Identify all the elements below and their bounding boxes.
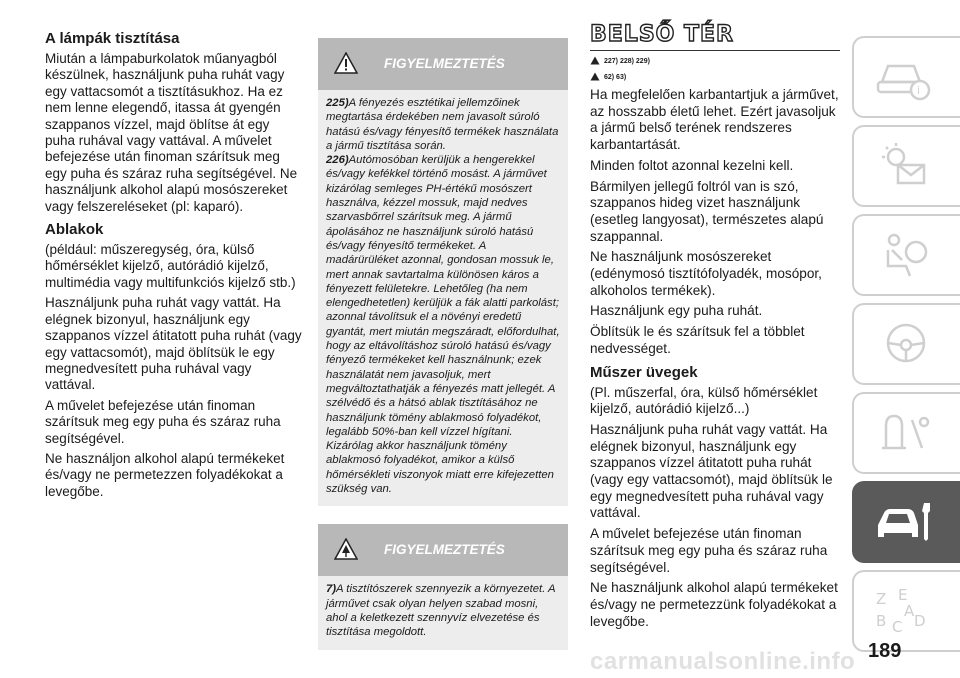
paragraph-interior-2: Minden foltot azonnal kezelni kell.: [590, 157, 794, 173]
tab-driving[interactable]: [852, 303, 960, 385]
svg-text:B: B: [876, 612, 887, 630]
section-heading-windows: Ablakok: [45, 221, 104, 239]
warning-column: [318, 0, 568, 650]
svg-text:A: A: [904, 602, 915, 620]
paragraph-interior-5: Használjunk egy puha ruhát.: [590, 303, 763, 319]
car-info-icon: [874, 52, 934, 102]
watermark: carmanualsonline.info: [590, 648, 856, 675]
svg-text:D: D: [914, 612, 926, 630]
svg-text:Z: Z: [876, 590, 887, 608]
tab-car-info[interactable]: [852, 36, 960, 118]
environment-tree-icon: [590, 72, 600, 83]
warning-ref-number: 225): [326, 97, 349, 109]
warning-light-icon: [874, 408, 934, 458]
warning-item-7: [326, 582, 560, 639]
paragraph-instrument-3: A művelet befejezése után finoman szárítsuk meg egy puha és száraz ruha segítségével.: [590, 526, 828, 575]
warning-text: Autómosóban kerüljük a hengerekkel és/vagy kefékkel történő mosást. A járművet kizárólag semleges PH-értékű mosószert használva, kézzel mossuk, majd nedves szarvasbőrrel szárítsuk meg. A jármű ápolásához ne használjunk súroló hatású és/vagy fényesítő termékeket. A madárürüléket azonnal, gondosan mossuk le, mert annak savtartalma különösen káros a fényezett felületekre. Lehetőleg (ha nem elengedhetetlen) kerüljük a fák alatti parkolást; azonnal távolítsuk el a növényi eredetű gyantát, mert miután megszáradt, előfordulhat, hogy az eltávolításhoz súroló hatású és/vagy fényező termékeket kell használnunk; ezek használatát nem javasoljuk, mert megváltoztathatják a fényezés matt jellegét. A szélvédő és a hátsó ablak tisztításához ne használjunk tömény ablakmosó folyadékot, legalább 50%-ban kell vízzel hígítani. Kizárólag akkor használjunk tömény ablakmosó folyadékot, amikor a külső hőmérsékleti viszonyok miatt erre kifejezetten szükség van.: [326, 154, 560, 496]
paragraph-windows-4: Ne használjon alkohol alapú termékeket és/vagy ne permetezzen folyadékokat a levegőbe.: [45, 450, 285, 499]
paragraph-interior-1: Ha megfelelően karbantartjuk a járművet, az hosszabb életű lehet. Ezért javasoljuk a jármű belső terének rendszeres karbantartását.: [590, 87, 839, 153]
tab-emergency[interactable]: [852, 392, 960, 474]
warning-item-226: [326, 153, 560, 496]
warning-title: FIGYELMEZTETÉS: [384, 56, 505, 71]
alphabet-index-icon: [874, 586, 938, 636]
section-heading-lamps: A lámpák tisztítása: [45, 30, 180, 47]
warning-text: A fényezés esztétikai jellemzőinek megtartása érdekében nem javasolt súroló hatású és/vagy fényesítő termékek használata a jármű tisztítása során.: [326, 97, 559, 152]
svg-text:E: E: [898, 586, 908, 604]
environment-tree-icon: [334, 538, 358, 565]
car-service-icon: [874, 497, 938, 547]
title-divider: [590, 50, 840, 51]
paragraph-windows-2: Használjunk puha ruhát vagy vattát. Ha elégnek bizonyul, használjunk egy szappanos vízzel átitatott puha ruhát (vagy egy vattacsomót), majd öblítsük le egy megnedvesített puha ruhával vagy vattával.: [45, 295, 302, 393]
warning-ref-number: 7): [326, 583, 337, 596]
warning-item-225: [326, 96, 560, 153]
paragraph-lamps: Miután a lámpaburkolatok műanyagból készülnek, használjunk puha ruhát vagy egy vattacsomót a tisztításukhoz. Ha ez nem lenne elegendő, itassa át gyengén szappanos vízzel, majd öblítse át egy puha ruhával vagy vattával. A művelet befejezése után finoman szárítsuk meg egy puha és száraz ruha segítségével. Ne használjunk alkohol alapú mosószereket vagy felszereléseket (pl: kaparó).: [45, 51, 298, 214]
reference-numbers: 227) 228) 229): [604, 58, 650, 65]
warning-reference-1: [590, 55, 840, 68]
warning-body: [318, 90, 568, 506]
paragraph-instrument-1: (Pl. műszerfal, óra, külső hőmérséklet kijelző, autórádió kijelző...): [590, 384, 818, 417]
reference-numbers: 62) 63): [604, 74, 627, 81]
tab-maintenance[interactable]: [852, 481, 960, 563]
airbag-seat-icon: [874, 230, 934, 280]
tab-lights-messages[interactable]: [852, 125, 960, 207]
paragraph-interior-3: Bármilyen jellegű foltról van is szó, szappanos hideg vizet használjunk (esetleg langyosat), természetes alapú szappannal.: [590, 178, 824, 244]
warning-title: FIGYELMEZTETÉS: [384, 542, 505, 558]
paragraph-windows-1: (például: műszeregység, óra, külső hőmérséklet kijelző, autórádió kijelző, multimédia vagy multifunkciós kijelző stb.): [45, 242, 296, 290]
left-column: [45, 0, 303, 504]
right-column: [590, 0, 840, 634]
svg-text:C: C: [892, 618, 903, 636]
warning-triangle-icon: [590, 56, 600, 67]
warning-header: [318, 524, 568, 576]
paragraph-instrument-4: Ne használjunk alkohol alapú termékeket és/vagy ne permetezzünk folyadékokat a levegőbe.: [590, 580, 838, 629]
warning-reference-2: [590, 71, 840, 84]
warning-box-paint: [318, 38, 568, 506]
warning-triangle-icon: [334, 52, 358, 79]
paragraph-windows-3: A művelet befejezése után finoman szárítsuk meg egy puha és száraz ruha segítségével.: [45, 397, 281, 446]
lights-message-icon: [874, 141, 934, 191]
paragraph-instrument-2: Használjunk puha ruhát vagy vattát. Ha elégnek bizonyul, használjunk egy szappanos vízzel átitatott puha ruhát (vagy egy vattacsomót), majd öblítsük le egy megnedvesített puha ruhával vagy vattával.: [590, 421, 833, 521]
warning-body: [318, 576, 568, 649]
svg-text:i: i: [917, 84, 921, 97]
warning-ref-number: 226): [326, 154, 349, 167]
warning-header: [318, 38, 568, 90]
steering-wheel-icon: [874, 319, 934, 369]
warning-box-environment: [318, 524, 568, 649]
paragraph-interior-6: Öblítsük le és szárítsuk fel a többlet nedvességet.: [590, 324, 805, 356]
warning-text: A tisztítószerek szennyezik a környezetet. A járművet csak olyan helyen szabad mosni, ahol a keletkezett szennyvíz elvezetése és tisztítása megoldott.: [326, 583, 556, 639]
tab-safety[interactable]: [852, 214, 960, 296]
page-number: 189: [868, 640, 902, 662]
section-heading-instrument-glass: Műszer üvegek: [590, 363, 698, 381]
section-title: BELSŐ TÉR: [590, 22, 734, 47]
paragraph-interior-4: Ne használjunk mosószereket (edénymosó tisztítófolyadék, mosópor, alkoholos termékek).: [590, 249, 822, 298]
